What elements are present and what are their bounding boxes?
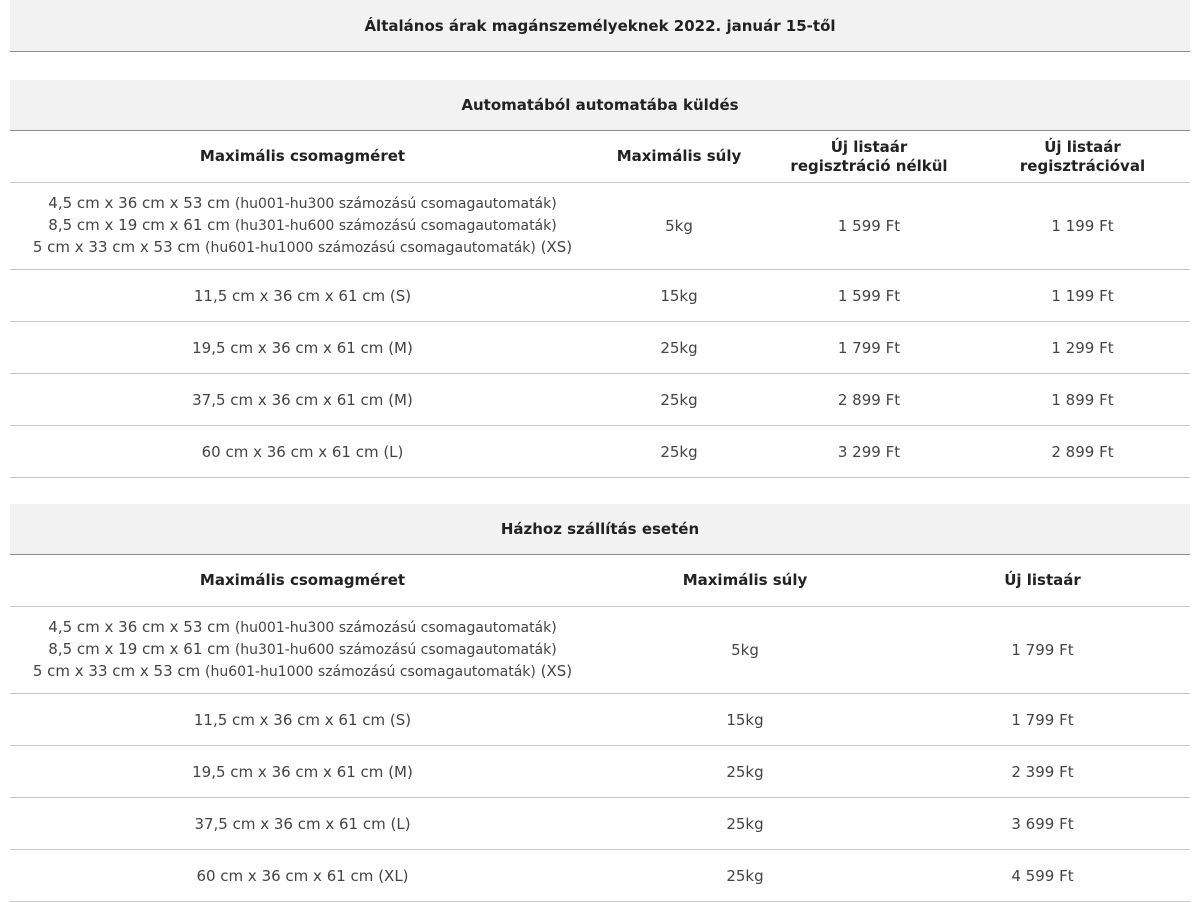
size-suffix: (XS): [540, 238, 573, 256]
col-header-price-no-reg: [763, 131, 975, 182]
weight-cell: [595, 426, 763, 477]
col-header-weight: [595, 131, 763, 182]
col-header-weight-label: Maximális súly: [616, 147, 742, 165]
table-header-row: [10, 131, 1190, 183]
price-reg-value: 1 299 Ft: [1051, 338, 1114, 357]
price-no-reg-value: 2 899 Ft: [837, 390, 901, 409]
size-cell: [10, 374, 595, 425]
price-reg-cell: [975, 270, 1190, 321]
size-dim: 4,5 cm x 36 cm x 53 cm: [48, 194, 231, 212]
price-value: 1 799 Ft: [1011, 710, 1074, 729]
size-line: [48, 639, 556, 661]
table-row: [10, 850, 1190, 902]
price-cell: [895, 694, 1190, 745]
price-reg-value: 1 199 Ft: [1051, 286, 1114, 305]
size-cell: [10, 694, 595, 745]
size-cell: [10, 850, 595, 901]
size-dim: 8,5 cm x 19 cm x 61 cm: [48, 640, 231, 658]
price-no-reg-cell: [763, 270, 975, 321]
col-header-price-reg-line1: Új listaár: [1044, 137, 1121, 156]
weight-cell: [595, 607, 895, 693]
weight-cell: [595, 183, 763, 269]
size-dim: 4,5 cm x 36 cm x 53 cm: [48, 618, 231, 636]
price-cell: [895, 746, 1190, 797]
price-value: 2 399 Ft: [1011, 762, 1074, 781]
price-no-reg-cell: [763, 322, 975, 373]
size-value: 60 cm x 36 cm x 61 cm (XL): [196, 866, 409, 885]
page-title-bar: [10, 0, 1190, 52]
price-no-reg-cell: [763, 183, 975, 269]
price-cell: [895, 850, 1190, 901]
price-cell: [895, 607, 1190, 693]
table-row: [10, 798, 1190, 850]
size-suffix: (XS): [540, 662, 573, 680]
table-row: [10, 322, 1190, 374]
price-no-reg-cell: [763, 426, 975, 477]
weight-cell: [595, 374, 763, 425]
price-value: 4 599 Ft: [1011, 866, 1074, 885]
weight-cell: [595, 850, 895, 901]
size-note: (hu301-hu600 számozású csomagautomaták): [234, 642, 557, 658]
size-dim: 5 cm x 33 cm x 53 cm: [32, 662, 201, 680]
weight-value: 25kg: [660, 390, 698, 409]
size-note: (hu601-hu1000 számozású csomagautomaták): [205, 240, 536, 256]
table-row: [10, 426, 1190, 478]
size-note: (hu001-hu300 számozású csomagautomaták): [234, 620, 557, 636]
size-line: [48, 617, 556, 639]
size-cell-multi: [10, 183, 595, 269]
col-header-size-label: Maximális csomagméret: [199, 147, 406, 165]
price-no-reg-value: 1 599 Ft: [837, 286, 901, 305]
weight-cell: [595, 322, 763, 373]
size-cell: [10, 426, 595, 477]
price-reg-cell: [975, 374, 1190, 425]
size-cell: [10, 270, 595, 321]
col-header-price-reg-line2: regisztrációval: [1019, 156, 1146, 175]
price-reg-cell: [975, 183, 1190, 269]
size-cell: [10, 798, 595, 849]
page-title: Általános árak magánszemélyeknek 2022. január 15-től: [364, 16, 836, 35]
weight-value: 25kg: [726, 814, 764, 833]
price-cell: [895, 798, 1190, 849]
col-header-size-label: Maximális csomagméret: [199, 571, 406, 589]
price-reg-cell: [975, 426, 1190, 477]
col-header-weight-label: Maximális súly: [682, 571, 808, 589]
weight-cell: [595, 746, 895, 797]
size-value: 60 cm x 36 cm x 61 cm (L): [201, 442, 404, 461]
weight-value: 25kg: [660, 442, 698, 461]
size-value: 11,5 cm x 36 cm x 61 cm (S): [193, 710, 412, 729]
col-header-size: [10, 555, 595, 606]
size-note: (hu601-hu1000 számozású csomagautomaták): [205, 664, 536, 680]
price-no-reg-value: 3 299 Ft: [837, 442, 901, 461]
size-value: 37,5 cm x 36 cm x 61 cm (M): [192, 390, 413, 409]
section1-title: Automatából automatába küldés: [461, 96, 739, 114]
col-header-weight: [595, 555, 895, 606]
table-row: [10, 746, 1190, 798]
col-header-price-reg: [975, 131, 1190, 182]
price-value: 1 799 Ft: [1011, 641, 1074, 659]
weight-value: 25kg: [660, 338, 698, 357]
weight-cell: [595, 694, 895, 745]
table-row: [10, 694, 1190, 746]
price-no-reg-value: 1 799 Ft: [837, 338, 901, 357]
weight-cell: [595, 798, 895, 849]
size-line: [48, 193, 556, 215]
table-header-row: [10, 555, 1190, 607]
weight-value: 5kg: [731, 641, 759, 659]
price-no-reg-value: 1 599 Ft: [837, 217, 901, 235]
size-value: 19,5 cm x 36 cm x 61 cm (M): [192, 762, 413, 781]
size-value: 11,5 cm x 36 cm x 61 cm (S): [193, 286, 412, 305]
table-row: [10, 607, 1190, 694]
table-row: [10, 374, 1190, 426]
section1-header: [10, 80, 1190, 131]
size-line: [33, 661, 572, 683]
section2-title: Házhoz szállítás esetén: [500, 520, 700, 538]
price-no-reg-cell: [763, 374, 975, 425]
size-value: 19,5 cm x 36 cm x 61 cm (M): [192, 338, 413, 357]
size-note: (hu001-hu300 számozású csomagautomaták): [234, 196, 557, 212]
col-header-price-no-reg-line2: regisztráció nélkül: [790, 156, 948, 175]
table-row: [10, 183, 1190, 270]
table-row: [10, 270, 1190, 322]
col-header-size: [10, 131, 595, 182]
weight-value: 25kg: [726, 866, 764, 885]
size-line: [33, 237, 572, 259]
size-line: [48, 215, 556, 237]
section2-table: [10, 555, 1190, 902]
size-cell: [10, 322, 595, 373]
weight-value: 15kg: [726, 710, 764, 729]
weight-value: 25kg: [726, 762, 764, 781]
price-reg-value: 1 899 Ft: [1051, 390, 1114, 409]
size-note: (hu301-hu600 számozású csomagautomaták): [234, 218, 557, 234]
col-header-price-no-reg-line1: Új listaár: [830, 137, 908, 156]
col-header-price-label: Új listaár: [1004, 571, 1081, 589]
price-reg-value: 1 199 Ft: [1051, 217, 1114, 235]
price-value: 3 699 Ft: [1011, 814, 1074, 833]
section2-header: [10, 504, 1190, 555]
price-reg-cell: [975, 322, 1190, 373]
size-dim: 8,5 cm x 19 cm x 61 cm: [48, 216, 231, 234]
weight-value: 15kg: [660, 286, 698, 305]
weight-value: 5kg: [665, 217, 693, 235]
col-header-price: [895, 555, 1190, 606]
section1-table: [10, 131, 1190, 478]
price-reg-value: 2 899 Ft: [1051, 442, 1114, 461]
weight-cell: [595, 270, 763, 321]
size-value: 37,5 cm x 36 cm x 61 cm (L): [194, 814, 411, 833]
size-cell: [10, 746, 595, 797]
size-cell-multi: [10, 607, 595, 693]
size-dim: 5 cm x 33 cm x 53 cm: [32, 238, 201, 256]
